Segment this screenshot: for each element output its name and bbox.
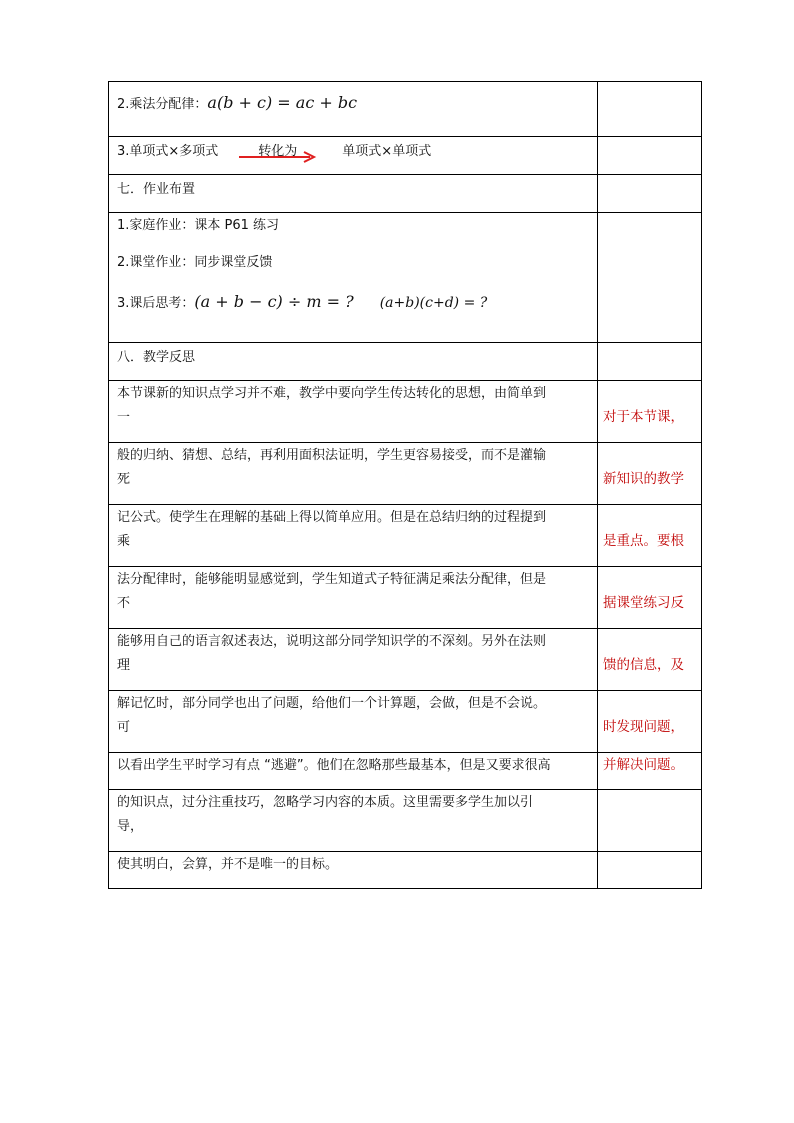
reflection-line: 记公式。使学生在理解的基础上得以简单应用。但是在总结归纳的过程提到	[117, 510, 547, 525]
reflection-row	[109, 443, 702, 505]
side-note-cell	[598, 343, 702, 381]
reflection-line: 法分配律时，能够能明显感觉到，学生知道式子特征满足乘法分配律，但是	[117, 572, 547, 587]
homework-item-1: 1.家庭作业：课本 P61 练习	[117, 218, 280, 233]
side-note-cell	[598, 753, 702, 790]
homework-item-2: 2.课堂作业：同步课堂反馈	[117, 255, 273, 270]
side-note: 据课堂练习反	[603, 595, 684, 611]
reflection-line: 导，	[117, 819, 144, 834]
transform-right: 单项式×单项式	[342, 144, 432, 159]
transform-arrow	[238, 140, 328, 164]
reflection-text-cell	[109, 629, 598, 691]
homework-item-3-label: 3.课后思考：	[117, 296, 195, 311]
reflection-line: 死	[117, 472, 131, 487]
reflection-line: 本节课新的知识点学习并不难，教学中要向学生传达转化的思想，由简单到	[117, 386, 547, 401]
transform-left: 3.单项式×多项式	[117, 144, 219, 159]
reflection-row	[109, 753, 702, 790]
reflection-line: 一	[117, 410, 131, 425]
homework-item-3-formula-2: (a+b)(c+d) = ?	[379, 295, 488, 311]
homework-items-cell	[109, 213, 598, 343]
side-note-cell	[598, 137, 702, 175]
reflection-text-cell	[109, 443, 598, 505]
reflection-row	[109, 691, 702, 753]
reflection-row	[109, 852, 702, 889]
reflection-line: 不	[117, 596, 131, 611]
reflection-line: 理	[117, 658, 131, 673]
side-note: 对于本节课，	[603, 409, 684, 425]
side-note-cell	[598, 567, 702, 629]
side-note: 是重点。要根	[603, 533, 684, 549]
side-note: 馈的信息，及	[603, 657, 684, 673]
side-note-cell	[598, 790, 702, 852]
lesson-plan-table	[108, 81, 702, 889]
distributive-law-formula: a(b + c) = ac + bc	[207, 93, 358, 112]
reflection-row	[109, 381, 702, 443]
reflection-text-cell	[109, 753, 598, 790]
homework-item-3	[117, 290, 589, 316]
reflection-line: 可	[117, 720, 131, 735]
transform-arrow-label: 转化为	[258, 144, 298, 159]
reflection-row	[109, 790, 702, 852]
reflection-row	[109, 629, 702, 691]
reflection-text-cell	[109, 790, 598, 852]
reflection-line: 乘	[117, 534, 131, 549]
side-note-cell	[598, 82, 702, 137]
reflection-row	[109, 505, 702, 567]
side-note-cell	[598, 213, 702, 343]
homework-heading-cell	[109, 175, 598, 213]
transform-cell	[109, 137, 598, 175]
reflection-heading: 八．教学反思	[117, 350, 196, 365]
reflection-line: 的知识点，过分注重技巧，忽略学习内容的本质。这里需要多学生加以引	[117, 795, 534, 810]
side-note: 并解决问题。	[603, 757, 684, 773]
side-note-cell	[598, 505, 702, 567]
reflection-text-cell	[109, 381, 598, 443]
right-arrow-icon	[238, 150, 320, 164]
reflection-heading-cell	[109, 343, 598, 381]
side-note: 时发现问题，	[603, 719, 684, 735]
side-note-cell	[598, 443, 702, 505]
side-note: 新知识的教学	[603, 471, 684, 487]
reflection-line: 般的归纳、猜想、总结，再利用面积法证明，学生更容易接受，而不是灌输	[117, 448, 547, 463]
reflection-line: 以看出学生平时学习有点 “逃避”。他们在忽略那些最基本，但是又要求很高	[117, 758, 551, 773]
distributive-law-cell	[109, 82, 598, 137]
side-note-cell	[598, 629, 702, 691]
reflection-text-cell	[109, 505, 598, 567]
reflection-row	[109, 567, 702, 629]
homework-item-3-formula-1: (a + b − c) ÷ m = ?	[194, 292, 354, 311]
side-note-cell	[598, 175, 702, 213]
reflection-text-cell	[109, 852, 598, 889]
side-note-cell	[598, 852, 702, 889]
distributive-law-label: 2.乘法分配律：	[117, 97, 208, 112]
homework-heading: 七．作业布置	[117, 182, 196, 197]
side-note-cell	[598, 691, 702, 753]
side-note-cell	[598, 381, 702, 443]
reflection-line: 使其明白，会算，并不是唯一的目标。	[117, 857, 339, 872]
reflection-line: 能够用自己的语言叙述表达，说明这部分同学知识学的不深刻。另外在法则	[117, 634, 547, 649]
reflection-text-cell	[109, 567, 598, 629]
reflection-text-cell	[109, 691, 598, 753]
reflection-line: 解记忆时，部分同学也出了问题，给他们一个计算题，会做，但是不会说。	[117, 696, 547, 711]
